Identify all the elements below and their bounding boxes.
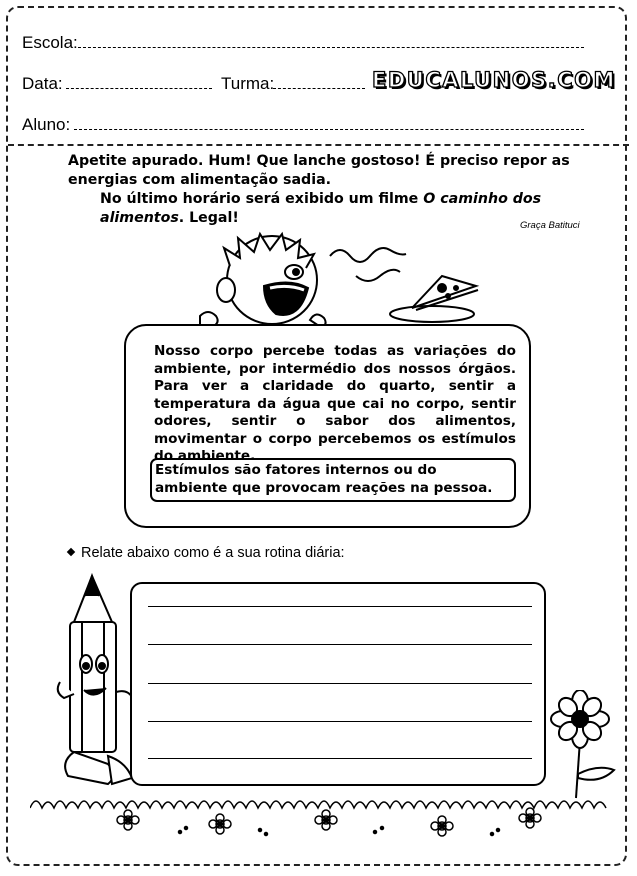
student-label: Aluno:	[22, 115, 71, 134]
writing-line-4[interactable]	[148, 721, 532, 722]
class-field[interactable]	[273, 88, 365, 89]
writing-box[interactable]	[130, 582, 546, 786]
info-paragraph: Nosso corpo percebe todas as variações do ambiente, por intermédio dos nossos órgãos. Para ver a claridade do quarto, sentir a temperatura da água que cai no corpo, sentir odores, sentir o sabor dos alimentos, movimentar o corpo percebemos os estímulos do ambiente.	[154, 343, 516, 464]
intro-text	[68, 152, 616, 228]
film-title: O caminho dos alimentos	[100, 191, 542, 226]
writing-line-1[interactable]	[148, 606, 532, 607]
school-label: Escola:	[22, 33, 78, 52]
exercise-prompt-text: Relate abaixo como é a sua rotina diária:	[81, 545, 345, 561]
header-divider	[8, 144, 629, 146]
bullet-diamond-icon	[67, 548, 75, 556]
intro-line-2-end: . Legal!	[178, 210, 239, 226]
writing-line-2[interactable]	[148, 644, 532, 645]
author-credit: Graça Batituci	[520, 220, 580, 231]
date-field[interactable]	[66, 88, 212, 89]
grass-border-illustration	[30, 780, 620, 850]
school-field[interactable]	[78, 47, 584, 48]
boy-eating-illustration	[180, 228, 500, 338]
writing-line-3[interactable]	[148, 683, 532, 684]
student-field[interactable]	[74, 129, 584, 130]
intro-line-1: Apetite apurado. Hum! Que lanche gostoso! É preciso repor as energias com alimentação sadia.	[68, 153, 570, 188]
educalunos-logo: EDUCALUNOS.COM	[372, 68, 616, 92]
definition-term: Estímulos	[155, 462, 230, 478]
definition-rest: são fatores internos ou do ambiente que provocam reações na pessoa.	[155, 462, 493, 496]
date-label: Data:	[22, 74, 63, 93]
intro-line-2-start: No último horário será exibido um filme	[100, 191, 424, 207]
class-label: Turma:	[221, 74, 275, 93]
definition-text	[155, 461, 513, 497]
exercise-prompt	[68, 545, 345, 561]
writing-line-5[interactable]	[148, 758, 532, 759]
